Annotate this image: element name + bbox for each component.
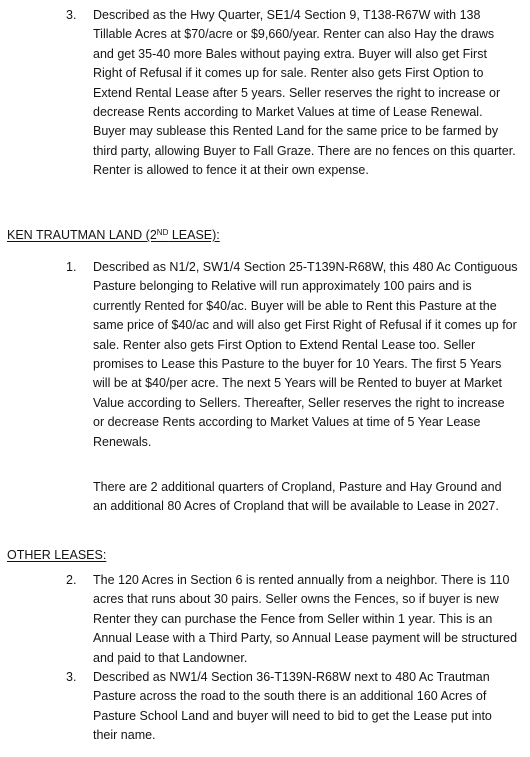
heading-superscript: ND bbox=[156, 228, 169, 237]
additional-land-paragraph: There are 2 additional quarters of Cropland, Pasture and Hay Ground and an additional 80 Acres of Cropland that will be available to Lease in 2027. bbox=[93, 480, 502, 514]
item-text: Described as N1/2, SW1/4 Section 25-T139N-R68W, this 480 Ac Contiguous Pasture belonging to Relative will run approximately 100 pairs and is currently Rented for $40/ac. Buyer will be able to Rent this Pasture at the same price of $40/ac and will also get First Right of Refusal if it comes up for sale. Renter also gets First Option to Extend Rental Lease too. Seller promises to Lease this Pasture to the buyer for 10 Years. The first 5 Years will be at $40/per acre. The next 5 Years will be Rented to buyer at Market Value according to Sellers. Thereafter, Seller reserves the right to increase or decrease Rents according to Market Values at time of 5 Year Lease Renewals. bbox=[93, 260, 518, 449]
item-number: 3. bbox=[66, 8, 77, 22]
lease-item-section-6 bbox=[66, 571, 518, 668]
heading-suffix: LEASE): bbox=[168, 228, 220, 242]
item-number: 3. bbox=[66, 670, 77, 684]
other-leases-heading: OTHER LEASES: bbox=[7, 548, 107, 562]
item-number: 2. bbox=[66, 573, 77, 587]
ken-trautman-heading bbox=[7, 226, 220, 245]
heading-prefix: KEN TRAUTMAN LAND (2 bbox=[7, 228, 157, 242]
item-text: The 120 Acres in Section 6 is rented annually from a neighbor. There is 110 acres that runs about 30 pairs. Seller owns the Fences, so if buyer is new Renter they can purchase the Fence from Seller within 1 year. This is an Annual Lease with a Third Party, so Annual Lease payment will be structured and paid to that Landowner. bbox=[93, 573, 518, 665]
lease-item-school-land bbox=[66, 668, 518, 746]
item-text: Described as the Hwy Quarter, SE1/4 Section 9, T138-R67W with 138 Tillable Acres at $70/acre or $9,660/year. Renter can also Hay the draws and get 35-40 more Bales without paying extra. Buyer will also get First Right of Refusal if it comes up for sale. Renter also gets First Option to Extend Rental Lease after 5 years. Seller reserves the right to increase or decrease Rents according to Market Values at time of Lease Renewal. Buyer may sublease this Rented Land for the same price to be farmed by third party, allowing Buyer to Fall Graze. There are no fences on this quarter. Renter is allowed to fence it at their own expense. bbox=[93, 8, 516, 178]
lease-item-ken-pasture bbox=[66, 258, 518, 452]
item-text: Described as NW1/4 Section 36-T139N-R68W next to 480 Ac Trautman Pasture across the road to the south there is an additional 160 Acres of Pasture School Land and buyer will need to bid to get the Lease put into their name. bbox=[93, 670, 492, 743]
lease-item-hwy-quarter bbox=[66, 6, 518, 181]
item-number: 1. bbox=[66, 260, 77, 274]
